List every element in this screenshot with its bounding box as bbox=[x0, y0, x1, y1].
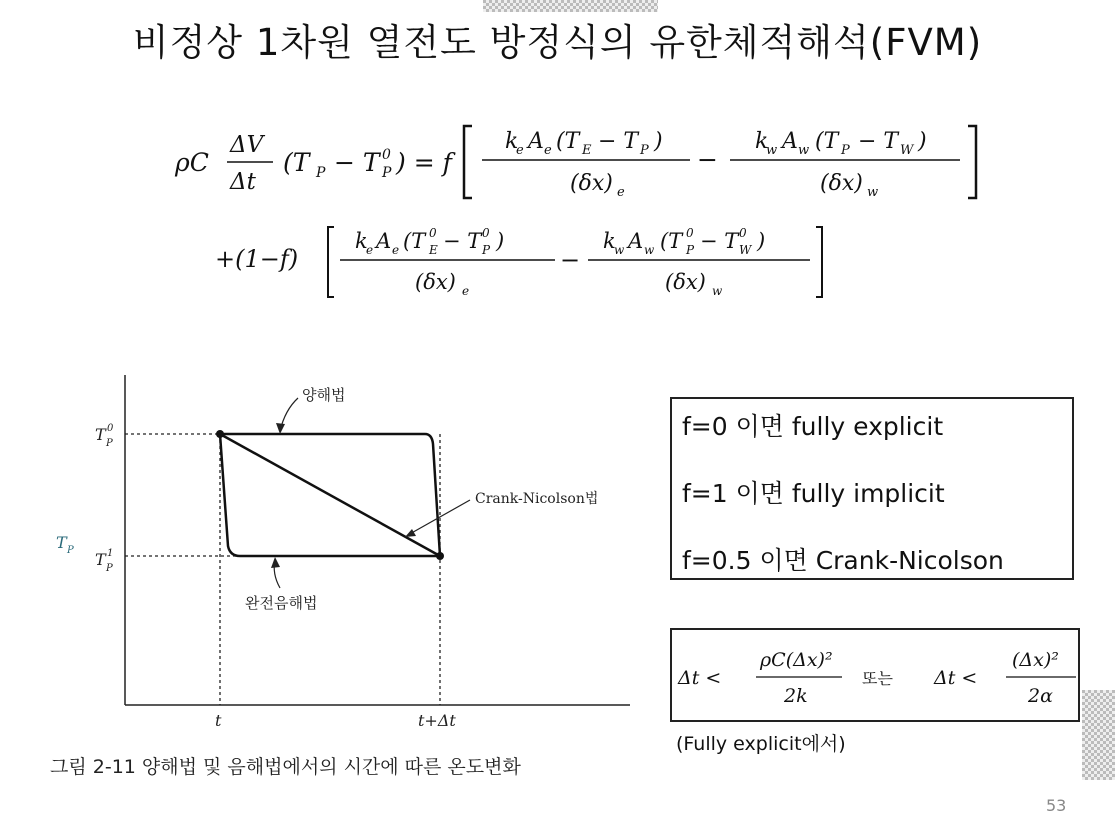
svg-text:P: P bbox=[382, 165, 392, 181]
eq1-frac-den: Δt bbox=[230, 169, 256, 195]
y-tick-top bbox=[95, 423, 114, 449]
svg-text:(δx): (δx) bbox=[415, 270, 456, 294]
svg-text:(T: (T bbox=[815, 129, 839, 154]
eq1-term2-num bbox=[755, 129, 927, 158]
svg-text:− T: − T bbox=[443, 229, 482, 253]
stab-den-1: 2k bbox=[784, 685, 808, 707]
svg-text:− T: − T bbox=[700, 229, 739, 253]
svg-text:− T: − T bbox=[334, 148, 380, 177]
svg-text:(δx): (δx) bbox=[665, 270, 706, 294]
svg-text:T: T bbox=[56, 533, 67, 552]
svg-text:P: P bbox=[106, 438, 113, 449]
stability-note: (Fully explicit에서) bbox=[676, 733, 846, 755]
eq2-term2-den bbox=[665, 270, 723, 298]
checker-decoration-right bbox=[1082, 690, 1115, 780]
label-explicit: 양해법 bbox=[302, 387, 346, 404]
svg-text:w: w bbox=[712, 284, 723, 298]
eq1-term1-num bbox=[505, 129, 663, 158]
svg-text:): ) bbox=[757, 229, 766, 253]
svg-text:P: P bbox=[106, 563, 113, 574]
f-implicit-line: f=1 이면 fully implicit bbox=[682, 479, 945, 508]
svg-text:(T: (T bbox=[283, 148, 310, 177]
svg-text:0: 0 bbox=[482, 226, 490, 240]
svg-text:e: e bbox=[617, 185, 625, 200]
svg-text:w: w bbox=[614, 243, 625, 257]
svg-text:e: e bbox=[392, 243, 400, 257]
svg-text:P: P bbox=[841, 143, 850, 158]
svg-text:): ) bbox=[654, 129, 663, 154]
y-tick-bottom bbox=[95, 548, 113, 574]
equation-line-1-svg bbox=[170, 118, 990, 213]
svg-text:W: W bbox=[739, 243, 752, 257]
checker-decoration-top bbox=[483, 0, 658, 12]
eq1-lhs-paren bbox=[283, 147, 456, 181]
eq2-term1-num bbox=[355, 226, 504, 257]
eq1-frac-num: ΔV bbox=[230, 132, 264, 158]
f-value-box bbox=[670, 397, 1074, 580]
stab-num-1: ρC(Δx)² bbox=[760, 649, 833, 671]
svg-text:k: k bbox=[603, 229, 616, 253]
equation-line-2-svg bbox=[210, 222, 840, 302]
start-point bbox=[216, 430, 224, 438]
svg-text:E: E bbox=[582, 143, 592, 158]
label-crank-nicolson: Crank-Nicolson법 bbox=[475, 491, 599, 507]
svg-text:(T: (T bbox=[403, 229, 426, 253]
svg-text:w: w bbox=[798, 143, 810, 158]
svg-text:A: A bbox=[376, 229, 392, 253]
svg-text:0: 0 bbox=[739, 226, 747, 240]
svg-text:P: P bbox=[67, 545, 74, 556]
stability-svg bbox=[672, 630, 1078, 720]
svg-text:− T: − T bbox=[858, 129, 899, 154]
svg-text:e: e bbox=[516, 143, 524, 158]
svg-text:A: A bbox=[782, 129, 798, 154]
svg-text:0: 0 bbox=[382, 147, 391, 163]
stability-criterion-box bbox=[670, 628, 1080, 722]
svg-text:0: 0 bbox=[429, 226, 437, 240]
stab-den-2: 2α bbox=[1028, 685, 1053, 707]
svg-text:T: T bbox=[95, 425, 106, 444]
svg-text:w: w bbox=[766, 143, 778, 158]
eq2-minus: − bbox=[560, 246, 581, 274]
svg-text:e: e bbox=[462, 284, 470, 298]
eq1-term2-den bbox=[820, 171, 878, 200]
svg-text:w: w bbox=[644, 243, 655, 257]
equation-line-2 bbox=[210, 222, 840, 302]
svg-text:T: T bbox=[95, 550, 106, 569]
svg-text:(δx): (δx) bbox=[570, 171, 613, 196]
svg-text:A: A bbox=[528, 129, 544, 154]
stab-or: 또는 bbox=[862, 671, 893, 688]
label-implicit: 완전음해법 bbox=[245, 595, 318, 612]
svg-text:− T: − T bbox=[598, 129, 639, 154]
svg-text:k: k bbox=[505, 129, 519, 154]
crank-nicolson-line bbox=[220, 434, 440, 556]
eq1-lhs-coef: ρC bbox=[175, 148, 209, 177]
svg-text:e: e bbox=[366, 243, 374, 257]
eq2-term2-num bbox=[603, 226, 765, 257]
eq2-term1-den bbox=[415, 270, 469, 298]
eq1-minus: − bbox=[697, 145, 718, 174]
stab-num-2: (Δx)² bbox=[1012, 649, 1059, 671]
diagram-svg bbox=[40, 360, 660, 750]
time-temperature-diagram bbox=[40, 360, 660, 754]
x-tick-t-plus-dt: t+Δt bbox=[418, 711, 456, 730]
svg-text:): ) bbox=[496, 229, 505, 253]
svg-text:k: k bbox=[755, 129, 769, 154]
svg-text:(T: (T bbox=[660, 229, 683, 253]
svg-text:1: 1 bbox=[107, 548, 114, 559]
svg-text:k: k bbox=[355, 229, 368, 253]
page-number: 53 bbox=[1046, 796, 1067, 815]
slide-title: 비정상 1차원 열전도 방정식의 유한체적해석(FVM) bbox=[132, 21, 983, 64]
svg-text:(T: (T bbox=[556, 129, 580, 154]
svg-text:0: 0 bbox=[686, 226, 694, 240]
svg-text:E: E bbox=[429, 243, 438, 257]
svg-text:): ) bbox=[918, 129, 927, 154]
f-explicit-line: f=0 이면 fully explicit bbox=[682, 412, 944, 441]
svg-text:e: e bbox=[544, 143, 552, 158]
svg-text:P: P bbox=[316, 165, 326, 181]
svg-text:w: w bbox=[867, 185, 879, 200]
equation-line-1 bbox=[170, 118, 990, 213]
eq2-prefix: +(1−f) bbox=[215, 245, 299, 273]
svg-text:P: P bbox=[482, 243, 491, 257]
svg-text:A: A bbox=[628, 229, 644, 253]
f-crank-line: f=0.5 이면 Crank-Nicolson bbox=[682, 546, 1004, 575]
end-point bbox=[436, 552, 444, 560]
svg-text:P: P bbox=[686, 243, 695, 257]
eq1-term1-den bbox=[570, 171, 625, 200]
svg-text:(δx): (δx) bbox=[820, 171, 863, 196]
x-tick-t: t bbox=[215, 711, 222, 730]
svg-text:) = f: ) = f bbox=[396, 148, 452, 177]
stab-lhs-2: Δt < bbox=[934, 667, 978, 689]
svg-text:0: 0 bbox=[107, 423, 114, 434]
stab-lhs-1: Δt < bbox=[678, 667, 722, 689]
y-label-tp bbox=[56, 533, 74, 556]
svg-text:W: W bbox=[900, 143, 914, 158]
svg-text:P: P bbox=[640, 143, 649, 158]
figure-caption: 그림 2-11 양해법 및 음해법에서의 시간에 따른 온도변화 bbox=[50, 756, 521, 778]
